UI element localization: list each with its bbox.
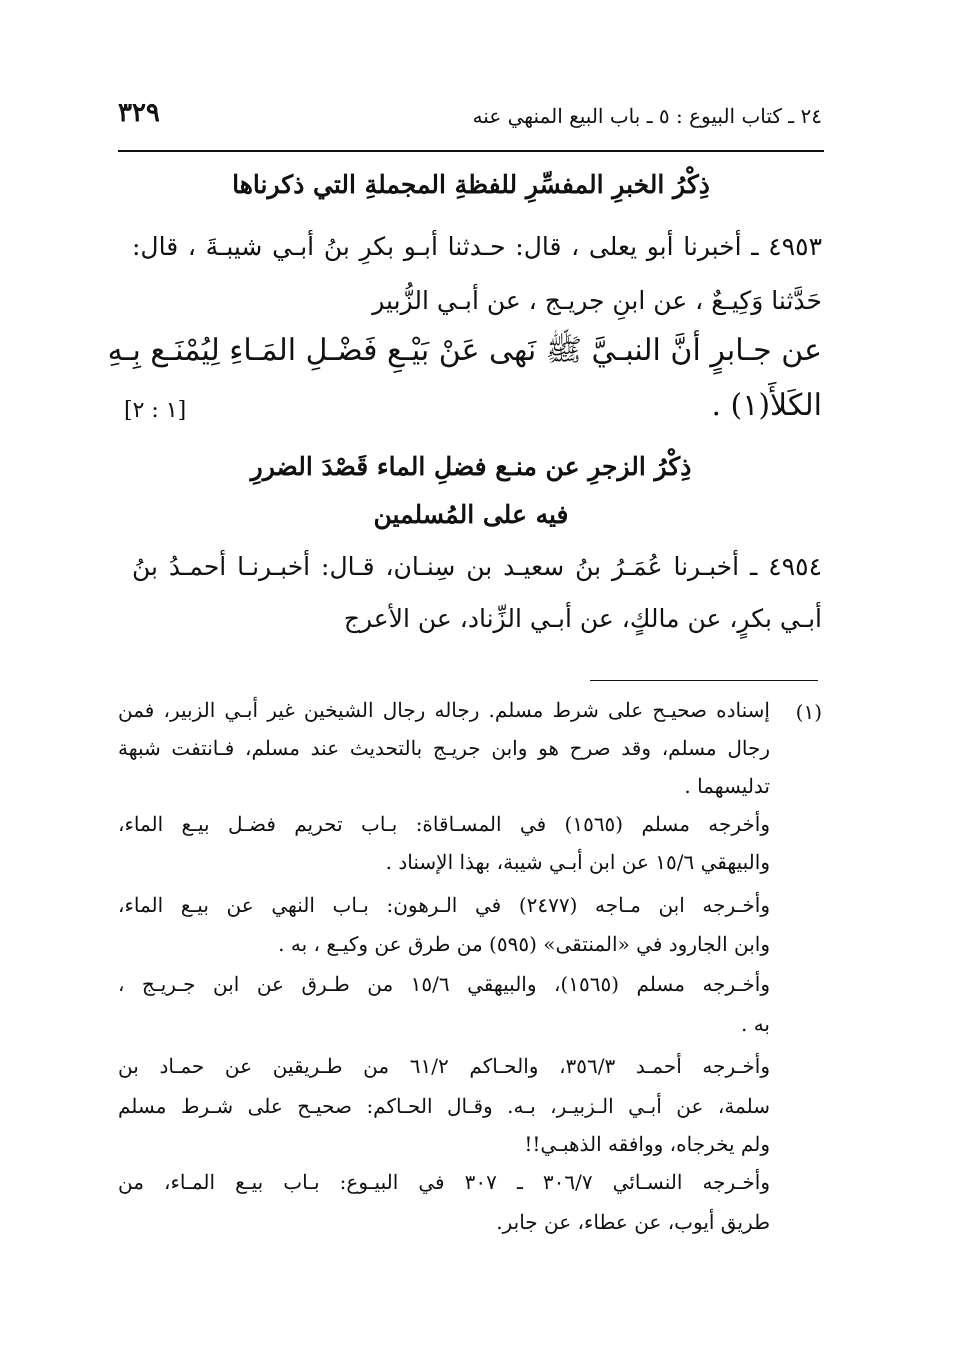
section-heading-2-line-2: فيه على المُسلمين bbox=[373, 500, 569, 529]
hadith-4954-isnad-line-2: أبـي بكرٍ، عن مالكٍ، عن أبـي الزِّناد، عن الأعرج bbox=[343, 604, 822, 633]
footnote-number: (١) bbox=[795, 700, 822, 724]
footnote-line: سلمة، عن أبـي الـزبيـر، بـه. وقـال الحـاكم: صحيـح على شـرط مسلم bbox=[118, 1094, 770, 1118]
hadith-4953-grade: [١ : ٢] bbox=[124, 398, 187, 423]
section-heading-2-line-1: ذِكْرُ الزجرِ عن منـع فضلِ الماء قَصْدَ الضررِ bbox=[250, 452, 692, 481]
footnote-line: والبيهقي ١٥/٦ عن ابن أبـي شيبة، بهذا الإسناد . bbox=[385, 850, 770, 874]
footnote-line: ولم يخرجاه، ووافقه الذهبـي!! bbox=[524, 1132, 770, 1156]
footnote-line: تدليسهما . bbox=[684, 774, 770, 798]
footnote-line: وأخـرجه أحمـد ٣٥٦/٣، والحـاكم ٦١/٢ من طـريقين عن حمـاد بن bbox=[118, 1054, 770, 1078]
hadith-4953-matn-line-2: الكَلأَ(١) . bbox=[711, 388, 822, 423]
footnote-line: رجال مسلم، وقد صرح هو وابن جريـج بالتحديث عند مسلم، فـانتفت شبهة bbox=[118, 736, 770, 760]
footnote-line: به . bbox=[740, 1012, 770, 1036]
footnote-line: وابن الجارود في «المنتقى» (٥٩٥) من طرق عن وكيـع ، به . bbox=[278, 932, 770, 956]
hadith-4954-isnad-line-1: ٤٩٥٤ ـ أخبـرنا عُمَـرُ بنُ سعيـد بن سِنـان، قـال: أخبـرنـا أحمـدُ بنُ bbox=[132, 552, 822, 581]
running-header-title: ٢٤ ـ كتاب البيوع : ٥ ـ باب البيع المنهي عنه bbox=[472, 104, 822, 128]
hadith-4953-isnad-line-2: حَدَّثنا وَكِيـعٌ ، عن ابنِ جريـج ، عن أبـي الزُّبير bbox=[372, 286, 822, 315]
footnote-line: وأخـرجه مسلم (١٥٦٥)، والبيهقي ١٥/٦ من طـرق عن ابن جـريـج ، bbox=[118, 972, 770, 996]
page-number: ٣٢٩ bbox=[118, 98, 160, 128]
footnote-line: طريق أيوب، عن عطاء، عن جابر. bbox=[496, 1210, 770, 1234]
footnote-line: وأخرجه مسلم (١٥٦٥) في المسـاقاة: بـاب تحريم فضـل بيـع الماء، bbox=[118, 812, 770, 836]
footnote-line: وأخـرجه النسـائي ٣٠٦/٧ ـ ٣٠٧ في البيـوع: بـاب بيـع المـاء، من bbox=[118, 1170, 771, 1194]
header-rule bbox=[118, 150, 824, 152]
footnote-rule bbox=[590, 680, 818, 681]
section-heading-1: ذِكْرُ الخبرِ المفسِّرِ للفظةِ المجملةِ التي ذكرناها bbox=[232, 170, 710, 199]
hadith-4953-isnad-line-1: ٤٩٥٣ ـ أخبرنا أبو يعلى ، قال: حـدثنا أبـو بكرِ بنُ أبـي شيبـةَ ، قال: bbox=[132, 232, 822, 261]
footnote-line: وأخـرجه ابن مـاجه (٢٤٧٧) في الـرهون: بـاب النهي عن بيـع الماء، bbox=[118, 893, 770, 917]
hadith-4953-matn-line-1: عن جـابرٍ أنَّ النبـيَّ ﷺ نَهى عَنْ بَيْـعِ فَضْـلِ المَـاءِ لِيُمْنَـع بِـهِ bbox=[107, 333, 822, 368]
footnote-line: إسناده صحيـح على شرط مسلم. رجاله رجال الشيخين غير أبـي الزبير، فمن bbox=[118, 698, 770, 722]
